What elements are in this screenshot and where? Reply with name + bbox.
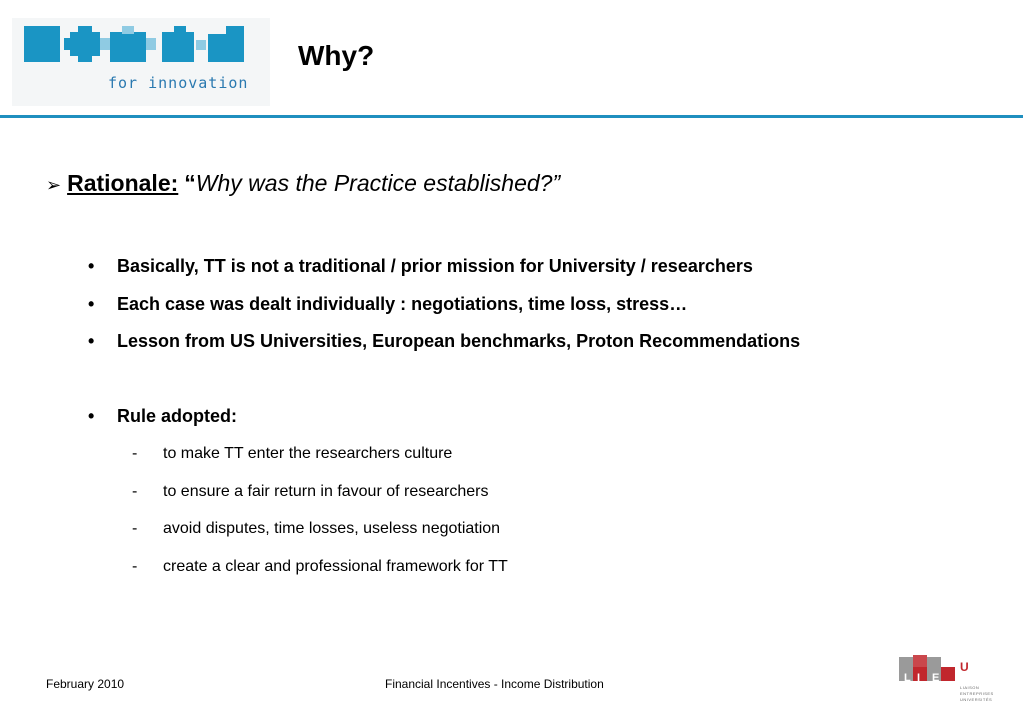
lieu-subline: LIAISON [960,685,980,690]
dash-symbol: - [132,558,138,575]
bullet-symbol: • [88,331,95,351]
lieu-letter-i: I [917,672,921,684]
lieu-letter-l: L [904,672,911,684]
rationale-question: Why was the Practice established?” [195,170,561,196]
dash-symbol: - [132,445,138,462]
sub-bullet-text: avoid disputes, time losses, useless negotiation [163,520,501,537]
lieu-subline: ENTREPRISES [960,691,994,696]
quote-open: “ [184,170,196,196]
bullet-text: Lesson from US Universities, European benchmarks, Proton Recommendations [117,331,801,351]
logo-blocks-graphic [12,18,270,106]
rationale-label: Rationale: [67,170,179,196]
sub-bullet-text: to ensure a fair return in favour of researchers [163,483,489,500]
bullet-symbol: • [88,256,95,276]
header-divider [0,115,1023,118]
sub-bullet-text: to make TT enter the researchers culture [163,445,453,462]
lieu-letter-e: E [932,672,940,684]
sub-list-item [132,483,489,501]
sub-list-item [132,558,508,576]
bullet-text: Rule adopted: [117,406,237,426]
lieu-letter-u: U [960,660,969,674]
bullet-symbol: • [88,406,95,426]
bullet-symbol: • [88,294,95,314]
sub-bullet-text: create a clear and professional framework for TT [163,558,508,575]
sub-list-item [132,445,452,463]
footer-title: Financial Incentives - Income Distribution [385,677,604,691]
rationale-line [46,170,560,197]
footer-date: February 2010 [46,677,125,691]
logo-caption: for innovation [108,74,249,92]
list-item [88,331,800,352]
sub-list-item [132,520,500,538]
list-item [88,256,753,277]
list-item [88,294,687,315]
bullet-text: Each case was dealt individually : negotiations, time loss, stress… [117,294,688,314]
lieu-subline: UNIVERSITÉS [960,697,993,702]
dash-symbol: - [132,520,138,537]
bullet-text: Basically, TT is not a traditional / prior mission for University / researchers [117,256,753,276]
organization-logo [12,18,270,106]
list-item [88,406,237,427]
dash-symbol: - [132,483,138,500]
arrow-bullet-icon: ➢ [46,175,62,195]
slide-title: Why? [298,40,375,71]
